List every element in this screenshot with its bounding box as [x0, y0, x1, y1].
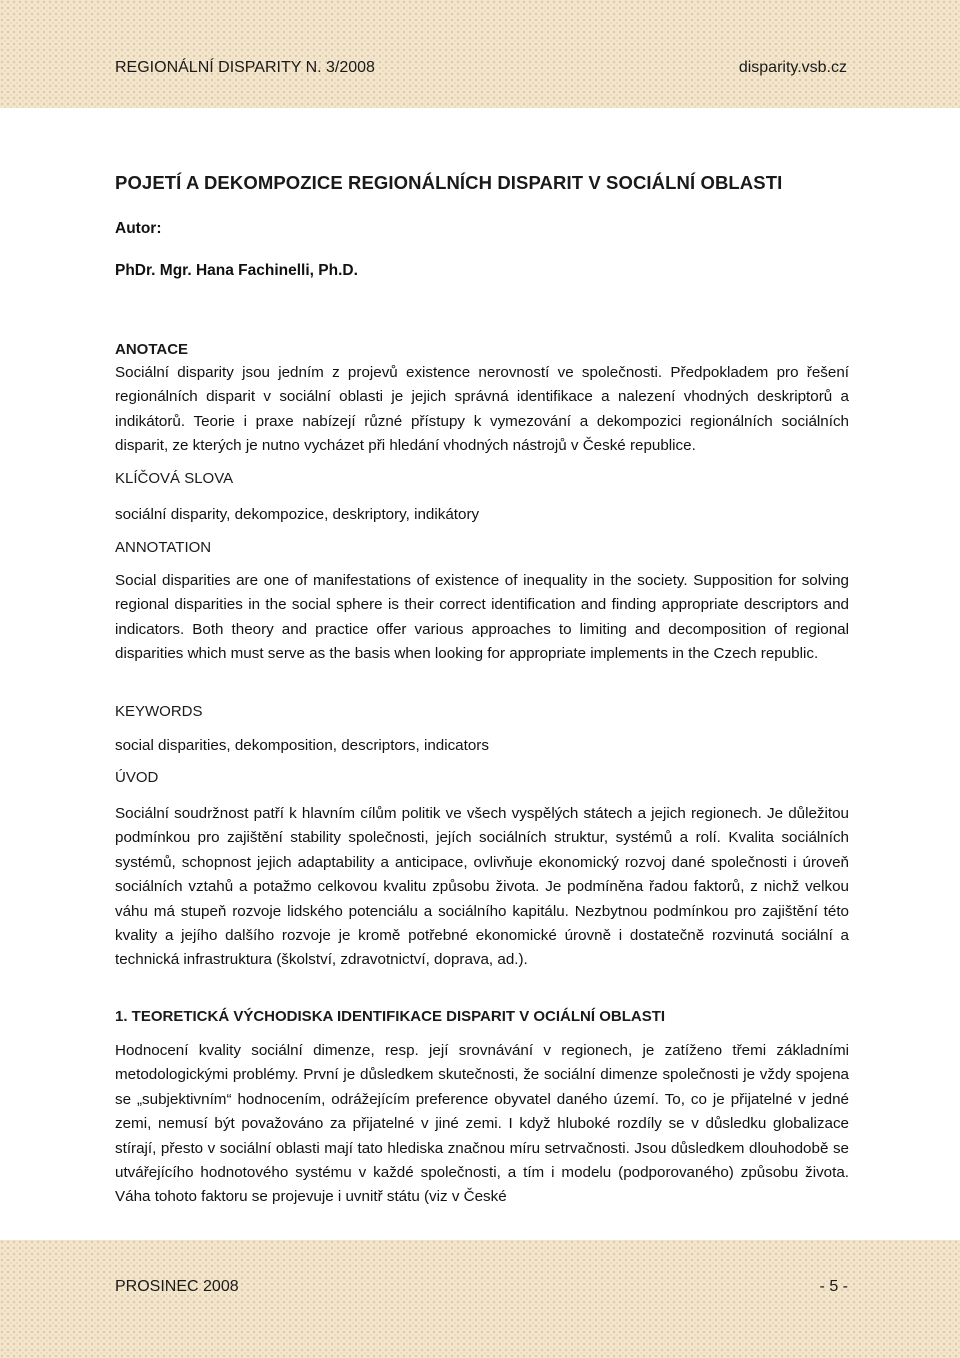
- annotation-heading: ANNOTATION: [115, 539, 212, 556]
- journal-title: REGIONÁLNÍ DISPARITY N. 3/2008: [115, 59, 375, 76]
- uvod-paragraph: Sociální soudržnost patří k hlavním cílům politik ve všech vyspělých státech a jejich regionech. Je důležitou podmínkou pro zajištění stability společnosti, jejích sociálních struktur, systémů a rolí. Kvalita sociálních systémů, schopnost jejich adaptability a anticipace, ovlivňuje ekonomický rozvoj dané společnosti i úroveň sociálních vztahů a potažmo celkovou kvalitu způsobu života. Je podmíněna řadou faktorů, z nichž velkou váhu má stupeň rozvoje lidského potenciálu a sociálního kapitálu. Nezbytnou podmínkou pro zajištění této kvality a jejího dalšího rozvoje je kromě potřebné ekonomické úrovně i dostatečně rozvinutá sociální a technická infrastruktura (školství, zdravotnictví, doprava, ad.).: [115, 805, 849, 969]
- section-1-heading: 1. TEORETICKÁ VÝCHODISKA IDENTIFIKACE DISPARIT V OCIÁLNÍ OBLASTI: [115, 1008, 666, 1025]
- author-name: PhDr. Mgr. Hana Fachinelli, Ph.D.: [115, 262, 358, 279]
- anotace-paragraph: Sociální disparity jsou jedním z projevů existence nerovností ve společnosti. Předpokladem pro řešení regionálních disparit v sociální oblasti je jejich správná identifikace a nalezení vhodných deskriptorů a indikátorů. Teorie i praxe nabízejí různé přístupy k vymezování a dekompozici regionálních sociálních disparit, ze kterých je nutno vycházet při hledání vhodných nástrojů v České republice.: [115, 364, 849, 455]
- journal-website[interactable]: disparity.vsb.cz: [738, 59, 847, 76]
- header-band: [0, 0, 960, 108]
- keywords-heading: KEYWORDS: [115, 703, 203, 720]
- issue-date: PROSINEC 2008: [115, 1278, 239, 1295]
- klicova-slova-text: sociální disparity, dekompozice, deskriptory, indikátory: [115, 506, 480, 523]
- keywords-text: social disparities, dekomposition, descriptors, indicators: [115, 737, 489, 754]
- author-label: Autor:: [115, 220, 162, 237]
- klicova-slova-heading: KLÍČOVÁ SLOVA: [115, 470, 234, 487]
- footer-band: [0, 1240, 960, 1358]
- article-title: POJETÍ A DEKOMPOZICE REGIONÁLNÍCH DISPARIT V SOCIÁLNÍ OBLASTI: [115, 172, 783, 193]
- anotace-heading: ANOTACE: [115, 341, 189, 358]
- section-1-paragraph: Hodnocení kvality sociální dimenze, resp. její srovnávání v regionech, je zatíženo třemi základními metodologickými problémy. První je důsledkem skutečnosti, že sociální dimenze společnosti je vždy spojena se „subjektivním“ hodnocením, odrážejícím preference obyvatel daného území. To, co je přijatelné v jedné zemi, nemusí být považováno za přijatelné v jiné zemi. I když hluboké rozdíly se v důsledku globalizace stírají, přesto v sociální oblasti mají tato hlediska značnou míru setrvačnosti. Jsou důsledkem dlouhodobě se utvářejícího hodnotového systému v každé společnosti, a tím i modelu (podporovaného) způsobu života. Váha tohoto faktoru se projevuje i uvnitř státu (viz v České: [115, 1042, 849, 1206]
- uvod-heading: ÚVOD: [115, 769, 159, 786]
- page-number: - 5 -: [819, 1278, 848, 1295]
- annotation-paragraph: Social disparities are one of manifestations of existence of inequality in the society. Supposition for solving regional disparities in the social sphere is their correct identification and finding appropriate descriptors and indicators. Both theory and practice offer various approaches to limiting and decomposition of regional disparities which must serve as the basis when looking for appropriate implements in the Czech republic.: [115, 572, 849, 663]
